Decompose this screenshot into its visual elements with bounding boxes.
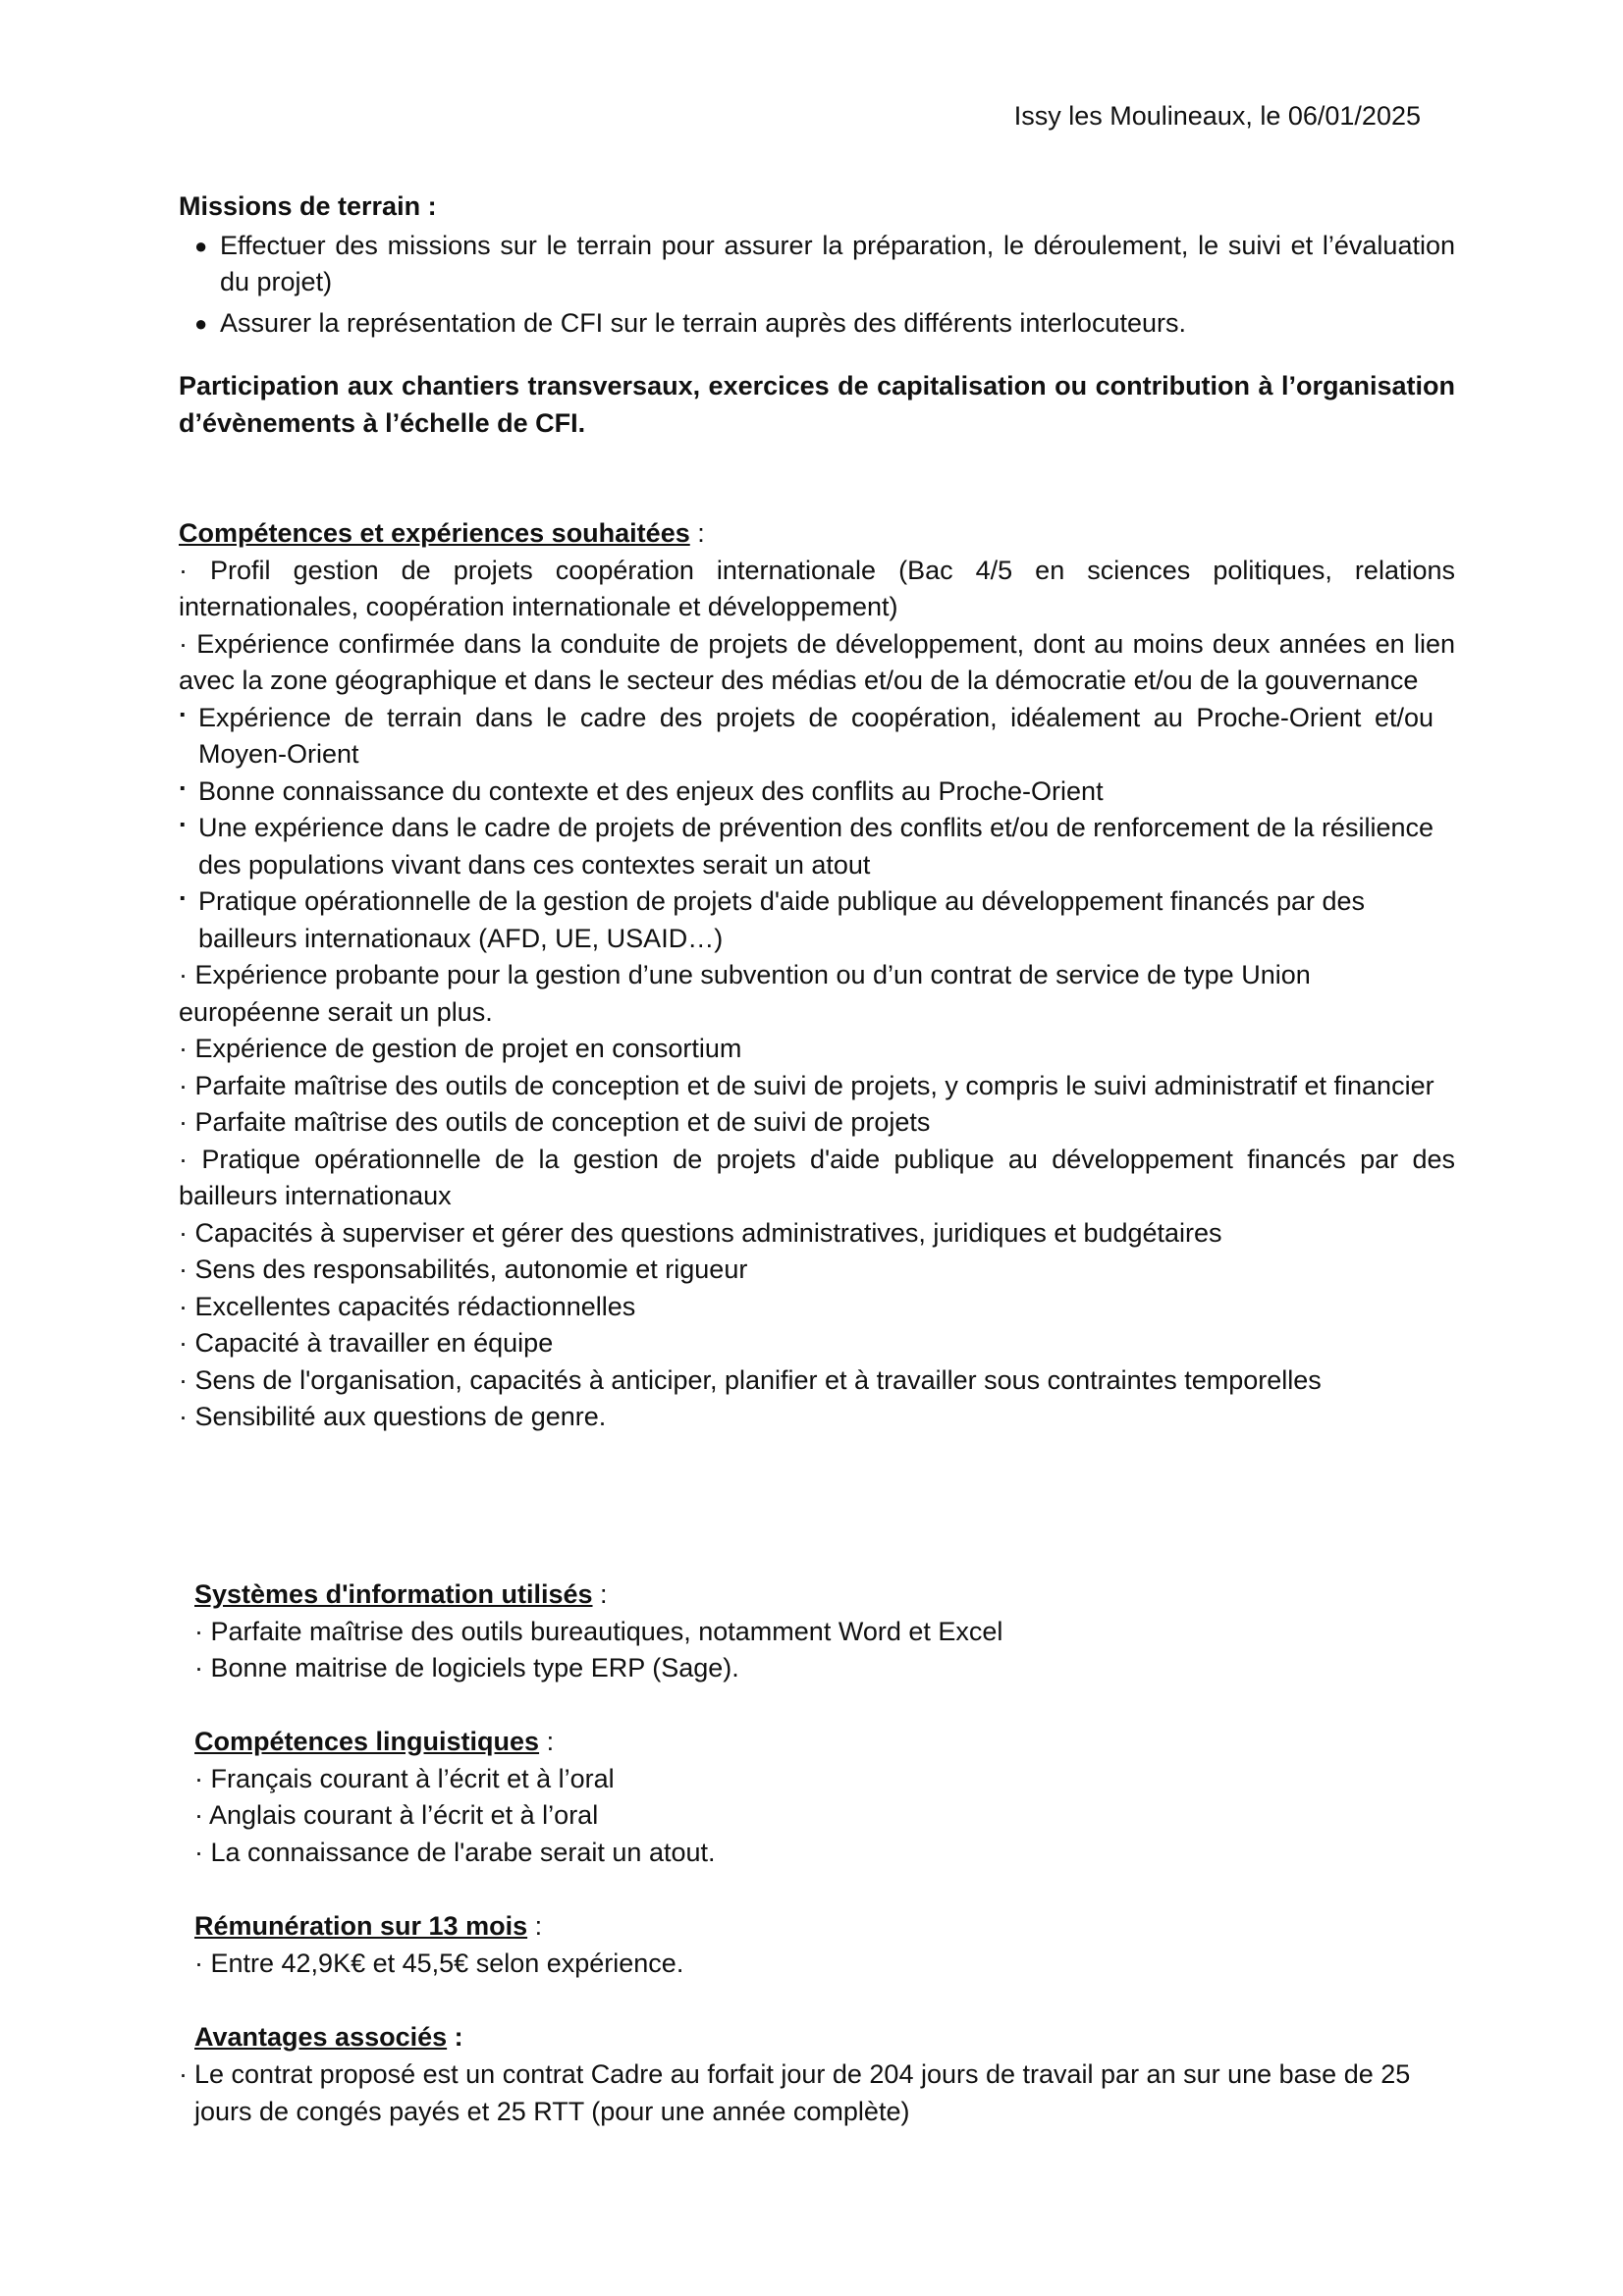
systemes-heading-line: Systèmes d'information utilisés : — [194, 1579, 608, 1609]
systemes-item: · Bonne maitrise de logiciels type ERP (Sage). — [194, 1653, 739, 1682]
langues-heading: Compétences linguistiques — [194, 1727, 540, 1756]
langues-item: · La connaissance de l'arabe serait un atout. — [194, 1837, 716, 1867]
competences-item: · Excellentes capacités rédactionnelles — [179, 1291, 636, 1321]
dot-bullet-icon: · — [179, 883, 188, 913]
competences-dot-item: · Bonne connaissance du contexte et des enjeux des conflits au Proche-Orient — [179, 774, 1434, 811]
dot-bullet-icon: · — [179, 810, 188, 839]
langues-item: · Anglais courant à l’écrit et à l’oral — [194, 1800, 599, 1830]
competences-item: · Parfaite maîtrise des outils de conception et de suivi de projets — [179, 1107, 931, 1137]
competences-item: · Sens de l'organisation, capacités à anticiper, planifier et à travailler sous contraintes temporelles — [179, 1364, 1322, 1395]
remuneration-item: · Entre 42,9K€ et 45,5€ selon expérience. — [194, 1948, 684, 1978]
competences-heading-line: Compétences et expériences souhaitées : — [179, 518, 705, 548]
competences-item: · Expérience confirmée dans la conduite de projets de développement, dont au moins deux années en lien avec la zone géographique et dans le secteur des médias et/ou de la démocratie et/ou de la gouvernance — [179, 628, 1455, 695]
competences-dot-item: · Expérience de terrain dans le cadre des projets de coopération, idéalement au Proche-Orient et/ou Moyen-Orient — [179, 700, 1434, 774]
competences-item: · Sens des responsabilités, autonomie et rigueur — [179, 1255, 748, 1284]
systemes-heading: Systèmes d'information utilisés — [194, 1579, 593, 1609]
competences-dot-item: · Une expérience dans le cadre de projets de prévention des conflits et/ou de renforcement de la résilience des populations vivant dans ces contextes serait un atout — [179, 810, 1434, 883]
competences-dot-item: · Pratique opérationnelle de la gestion de projets d'aide publique au développement financés par des bailleurs internationaux (AFD, UE, USAID…) — [179, 883, 1434, 957]
avantages-section — [194, 2019, 1451, 2056]
dot-bullet-icon: · — [179, 2059, 188, 2089]
competences-item: · Sensibilité aux questions de genre. — [179, 1402, 607, 1431]
bullet-icon: ● — [194, 310, 208, 336]
competences-item: · Capacités à superviser et gérer des questions administratives, juridiques et budgétaires — [179, 1217, 1222, 1248]
systemes-section — [194, 1576, 1451, 1687]
remuneration-heading: Rémunération sur 13 mois — [194, 1911, 528, 1941]
competences-section — [179, 515, 1455, 1436]
bullet-icon: ● — [194, 233, 208, 258]
remuneration-section — [194, 1908, 1451, 1982]
participation-paragraph: Participation aux chantiers transversaux, exercices de capitalisation ou contribution à l’organisation d’évènements à l’échelle de CFI. — [179, 371, 1455, 438]
dot-bullet-icon: · — [179, 773, 188, 803]
competences-item: · Parfaite maîtrise des outils de conception et de suivi de projets, y compris le suivi administratif et financier — [179, 1070, 1434, 1100]
langues-heading-line: Compétences linguistiques : — [194, 1727, 555, 1756]
missions-item: ● Effectuer des missions sur le terrain pour assurer la préparation, le déroulement, le suivi et l’évaluation du projet) — [179, 228, 1455, 301]
langues-section — [194, 1724, 1451, 1871]
competences-item: · Profil gestion de projets coopération internationale (Bac 4/5 en sciences politiques, relations internationales, coopération internationale et développement) — [179, 555, 1455, 621]
avantages-heading: Avantages associés — [194, 2022, 448, 2052]
avantages-heading-line: Avantages associés : — [194, 2022, 463, 2052]
systemes-item: · Parfaite maîtrise des outils bureautiques, notamment Word et Excel — [194, 1616, 1003, 1646]
remuneration-heading-line: Rémunération sur 13 mois : — [194, 1911, 543, 1941]
avantages-item: · Le contrat proposé est un contrat Cadre au forfait jour de 204 jours de travail par an sur une base de 25 jours de congés payés et 25 RTT (pour une année complète) — [179, 2056, 1426, 2130]
langues-item: · Français courant à l’écrit et à l’oral — [194, 1763, 615, 1793]
missions-heading: Missions de terrain : — [179, 191, 437, 221]
missions-section — [179, 188, 1455, 342]
missions-item: ● Assurer la représentation de CFI sur le terrain auprès des différents interlocuteurs. — [179, 305, 1455, 343]
competences-heading: Compétences et expériences souhaitées — [179, 518, 690, 548]
dateline: Issy les Moulineaux, le 06/01/2025 — [1013, 101, 1421, 131]
competences-item: · Expérience probante pour la gestion d’une subvention ou d’un contrat de service de type Union européenne serait un plus. — [179, 960, 1311, 1027]
competences-item: · Capacité à travailler en équipe — [179, 1328, 554, 1358]
competences-item: · Pratique opérationnelle de la gestion de projets d'aide publique au développement financés par des bailleurs internationaux — [179, 1144, 1455, 1210]
dot-bullet-icon: · — [179, 699, 188, 729]
competences-item: · Expérience de gestion de projet en consortium — [179, 1034, 742, 1063]
